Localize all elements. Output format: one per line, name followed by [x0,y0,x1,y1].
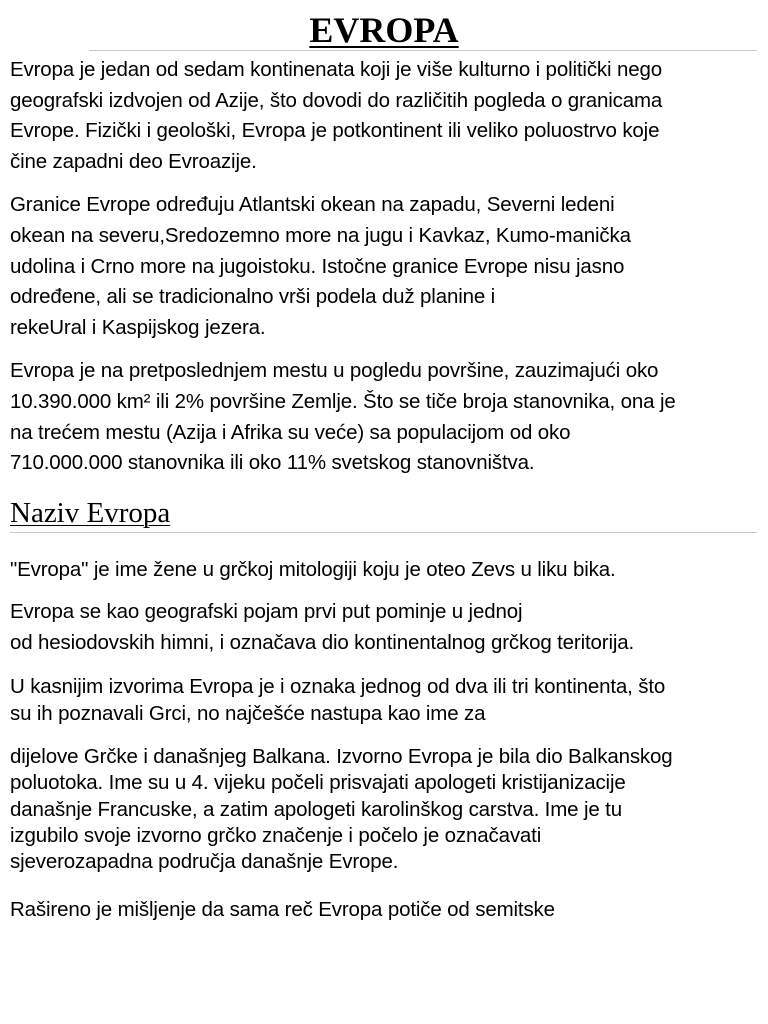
section-paragraph-2: Evropa se kao geografski pojam prvi put pominje u jednoj od hesiodovskih himni, i označava dio kontinentalnog grčkog teritorija. [10,600,635,654]
section-divider [10,532,757,533]
section-heading-text: Naziv Evropa [10,497,171,529]
section-paragraph-5: Rašireno je mišljenje da sama reč Evropa potiče od semitske [10,898,555,921]
section-paragraph-1: "Evropa" je ime žene u grčkoj mitologiji koju je oteo Zevs u liku bika. [10,558,616,581]
title-divider [89,50,757,51]
section-paragraph-4: dijelove Grčke i današnjeg Balkana. Izvorno Evropa je bila dio Balkanskog poluotoka. Ime su u 4. vijeku počeli prisvajati apologeti kristijanizacije današnje Francuske, a zatim apologeti karolinškog carstva. Ime je tu izgubilo svoje izvorno grčko značenje i počelo je označavati sjeverozapadna područja današnje Evrope. [10,745,673,874]
intro-paragraph-2: Granice Evrope određuju Atlantski okean na zapadu, Severni ledeni okean na severu,Sredozemno more na jugu i Kavkaz, Kumo-manička udolina i Crno more na jugoistoku. Istočne granice Evrope nisu jasno određene, ali se tradicionalno vrši podela duž planine i rekeUral i Kaspijskog jezera. [10,193,631,340]
intro-paragraph-3: Evropa je na pretposlednjem mestu u pogledu površine, zauzimajući oko 10.390.000 km² ili 2% površine Zemlje. Što se tiče broja stanovnika, ona je na trećem mestu (Azija i Afrika su veće) sa populacijom od oko 710.000.000 stanovnika ili oko 11% svetskog stanovništva. [10,359,676,475]
section-heading [10,496,170,530]
page-title-text: EVROPA [309,10,459,50]
page-title [0,10,768,50]
section-paragraph-3: U kasnijim izvorima Evropa je i oznaka jednog od dva ili tri kontinenta, što su ih poznavali Grci, no najčešće nastupa kao ime za [10,675,666,725]
intro-paragraph-1: Evropa je jedan od sedam kontinenata koji je više kulturno i politički nego geografski izdvojen od Azije, što dovodi do različitih pogleda o granicama Evrope. Fizički i geološki, Evropa je potkontinent ili veliko poluostrvo koje čine zapadni deo Evroazije. [10,58,663,173]
